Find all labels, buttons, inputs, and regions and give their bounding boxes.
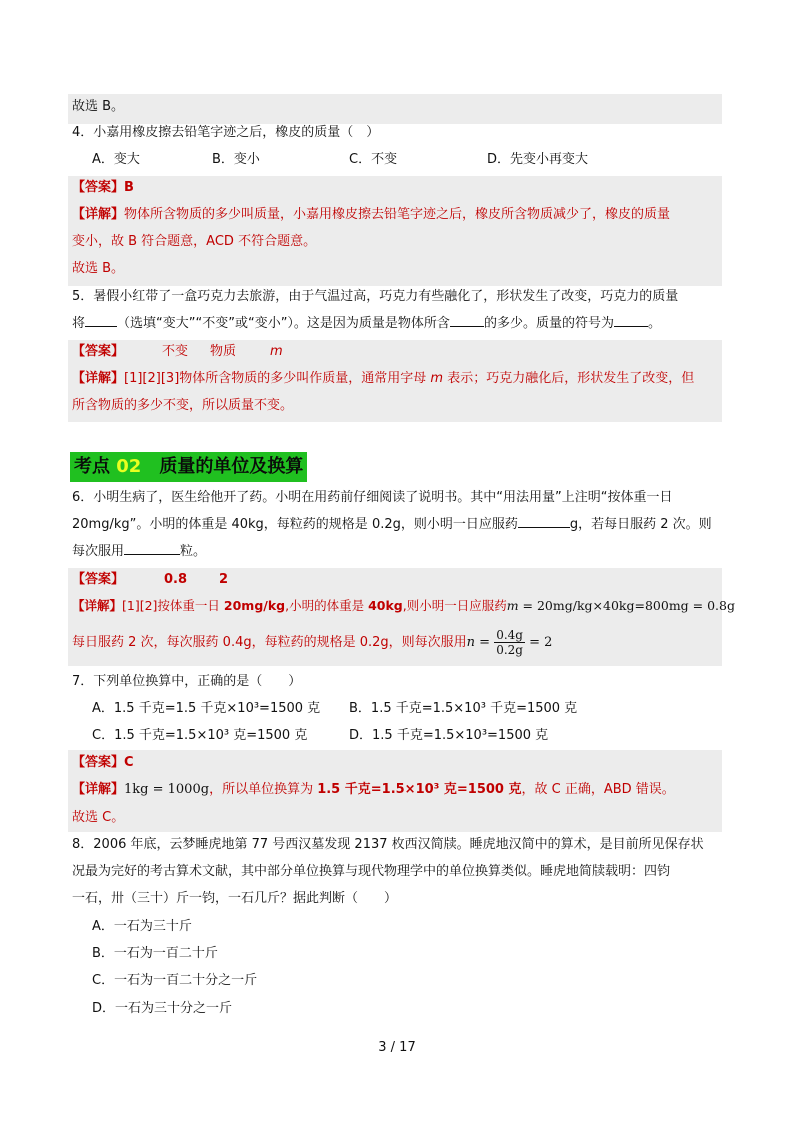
detail-label: 【详解】 [72, 782, 125, 797]
option-d: D．一石为三十分之一斤 [92, 1001, 233, 1016]
answer-label: 【答案】 [72, 180, 125, 195]
answer-value: 2 [219, 572, 229, 587]
answer-line [72, 753, 134, 773]
formula: 1kg = 1000g [124, 782, 210, 797]
detail-text: [1][2]按体重一日 [122, 598, 224, 613]
option-c: C．1.5 千克=1.5×10³ 克=1500 克 [92, 728, 308, 743]
stem-text: 20mg/kg”。小明的体重是 40kg，每粒药的规格是 0.2g，则小明一日应服药 [72, 517, 518, 532]
answer-label: 【答案】 [72, 755, 125, 770]
numerator: 0.4g [496, 628, 523, 642]
question-8-stem: 8．2006 年底，云梦睡虎地第 77 号西汉墓发现 2137 枚西汉简牍。睡虎地汉简中的算术，是目前所见保存状 [72, 837, 704, 852]
option-b: B．一石为一百二十斤 [92, 946, 218, 961]
detail-line [72, 780, 675, 800]
answer-blank [85, 326, 117, 327]
section-prefix: 考点 [74, 456, 117, 477]
detail-label: 【详解】 [72, 598, 123, 613]
option-b: B．变小 [212, 152, 260, 167]
detail-text: ,小明的体重是 [285, 598, 369, 613]
question-6-stem [72, 515, 712, 535]
option-a: A．1.5 千克=1.5 千克×10³=1500 克 [92, 701, 321, 716]
answer-blank [614, 326, 648, 327]
option-d: D．先变小再变大 [487, 152, 589, 167]
formula: = 2 [524, 635, 553, 650]
answer-label: 【答案】 [72, 344, 125, 359]
section-number: 02 [116, 456, 142, 477]
denominator: 0.2g [496, 643, 523, 657]
detail-line [72, 596, 735, 616]
answer-value: 0.8 [164, 572, 188, 587]
question-5-stem [72, 314, 661, 334]
answer-value: B [124, 180, 134, 195]
answer-blank [124, 554, 180, 555]
stem-text: 粒。 [180, 544, 207, 559]
detail-value: 20mg/kg [223, 598, 286, 613]
option-a: A．一石为三十斤 [92, 919, 192, 934]
answer-value: m [270, 344, 283, 359]
option-b: B．1.5 千克=1.5×10³ 千克=1500 克 [349, 701, 578, 716]
answer-band [68, 176, 722, 286]
stem-text: g，若每日服药 2 次。则 [569, 517, 712, 532]
detail-value: 40kg [368, 598, 403, 613]
detail-text: [1][2][3]物体所含物质的多少叫作质量，通常用字母 [124, 371, 431, 386]
detail-line [72, 205, 670, 225]
fraction [494, 628, 525, 657]
option-c: C．一石为一百二十分之一斤 [92, 973, 258, 988]
detail-text: 物体所含物质的多少叫质量，小嘉用橡皮擦去铅笔字迹之后，橡皮所含物质减少了，橡皮的质量 [124, 207, 671, 222]
option-c: C．不变 [349, 152, 398, 167]
answer-line [72, 178, 134, 198]
question-8-stem: 一石，卅（三十）斤一钧，一石几斤？据此判断（ ） [72, 891, 398, 906]
formula-variable: n [466, 635, 476, 650]
answer-value: C [124, 755, 134, 770]
option-a: A．变大 [92, 152, 140, 167]
answer-blank [450, 326, 484, 327]
section-title: 质量的单位及换算 [141, 456, 304, 477]
conclusion-text: 故选 B。 [72, 99, 125, 114]
detail-label: 【详解】 [72, 207, 125, 222]
formula-variable: m [506, 598, 519, 613]
detail-line [72, 626, 552, 660]
page-number: 3 / 17 [378, 1040, 416, 1055]
detail-line [72, 369, 694, 389]
answer-line [72, 570, 228, 590]
question-8-stem: 况最为完好的考古算术文献，其中部分单位换算与现代物理学中的单位换算类似。睡虎地简牍载明：四钧 [72, 864, 671, 879]
stem-text: （选填“变大”“不变”或“变小”）。这是因为质量是物体所含 [117, 316, 450, 331]
stem-text: 将 [72, 316, 86, 331]
question-7-stem: 7．下列单位换算中，正确的是（ ） [72, 674, 302, 689]
section-heading [70, 452, 307, 482]
detail-label: 【详解】 [72, 371, 125, 386]
answer-band [68, 94, 722, 124]
answer-label: 【答案】 [72, 572, 125, 587]
conclusion-text: 故选 B。 [72, 261, 125, 276]
question-4-stem: 4．小嘉用橡皮擦去铅笔字迹之后，橡皮的质量（ ） [72, 125, 380, 140]
detail-text: ，所以单位换算为 [209, 782, 318, 797]
answer-line [72, 342, 283, 362]
stem-text: 的多少。质量的符号为 [483, 316, 614, 331]
answer-value: 物质 [210, 344, 237, 359]
detail-line: 变小，故 B 符合题意，ACD 不符合题意。 [72, 234, 317, 249]
detail-text: 表示；巧克力融化后，形状发生了改变，但 [443, 371, 695, 386]
detail-line: 所含物质的多少不变，所以质量不变。 [72, 398, 294, 413]
question-6-stem [72, 542, 206, 562]
formula: = 20mg/kg×40kg=800mg = 0.8g [518, 598, 735, 613]
detail-text: ,则小明一日应服药 [402, 598, 507, 613]
answer-blank [518, 527, 570, 528]
answer-value: 不变 [162, 344, 189, 359]
detail-text: ，故 C 正确，ABD 错误。 [521, 782, 675, 797]
detail-text: 每日服药 2 次，每次服药 0.4g，每粒药的规格是 0.2g，则每次服用 [72, 635, 467, 650]
detail-symbol: m [430, 371, 444, 386]
conclusion-text: 故选 C。 [72, 810, 125, 825]
formula: = [475, 635, 495, 650]
stem-text: 。 [647, 316, 661, 331]
stem-text: 每次服用 [72, 544, 125, 559]
question-6-stem: 6．小明生病了，医生给他开了药。小明在用药前仔细阅读了说明书。其中“用法用量”上注明“按体重一日 [72, 490, 673, 505]
question-5-stem: 5．暑假小红带了一盒巧克力去旅游，由于气温过高，巧克力有些融化了，形状发生了改变，巧克力的质量 [72, 289, 679, 304]
option-d: D．1.5 千克=1.5×10³=1500 克 [349, 728, 549, 743]
detail-value: 1.5 千克=1.5×10³ 克=1500 克 [317, 782, 522, 797]
